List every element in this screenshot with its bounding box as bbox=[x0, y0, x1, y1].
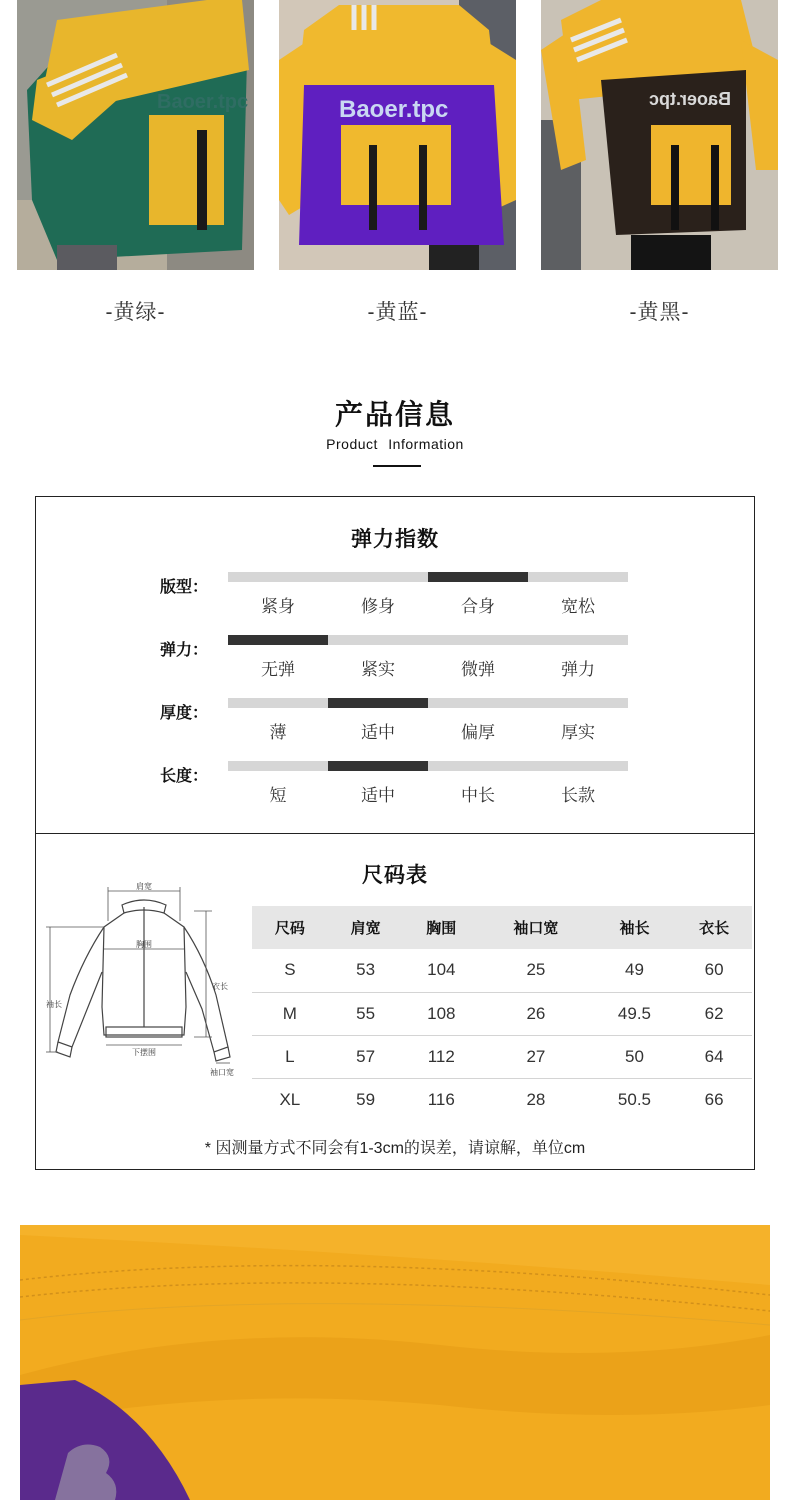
product-photo-yellow-green bbox=[17, 0, 254, 270]
color-caption-yellow-blue: -黄蓝- bbox=[367, 301, 428, 324]
level-segment bbox=[328, 698, 428, 708]
level-bar bbox=[228, 635, 628, 645]
level-option: 无弹 bbox=[261, 660, 295, 679]
table-cell: 112 bbox=[403, 1035, 479, 1078]
table-cell: 60 bbox=[676, 949, 752, 992]
table-cell: 28 bbox=[526, 1089, 546, 1109]
color-caption-yellow-green: -黄绿- bbox=[105, 301, 166, 324]
column-header-length: 衣长 bbox=[676, 906, 752, 949]
logo-print: Baoer.tpc bbox=[339, 96, 449, 123]
level-segment bbox=[328, 761, 428, 771]
level-bar bbox=[228, 761, 628, 771]
table-cell: 50 bbox=[593, 1035, 676, 1078]
table-cell: 50.5 bbox=[617, 1089, 651, 1109]
column-header-size: 尺码 bbox=[252, 906, 328, 949]
diagram-label-cuff: 袖口宽 bbox=[210, 1068, 234, 1077]
level-option: 短 bbox=[269, 786, 287, 805]
diagram-label-sleeve: 袖长 bbox=[46, 1000, 62, 1009]
table-cell: 62 bbox=[676, 992, 752, 1035]
fabric-detail-photo bbox=[20, 1225, 770, 1500]
table-row bbox=[252, 1078, 752, 1121]
elasticity-row bbox=[36, 761, 754, 811]
table-cell: 55 bbox=[328, 992, 404, 1035]
diagram-label-shoulder: 肩宽 bbox=[136, 882, 152, 891]
level-segment bbox=[328, 572, 428, 582]
table-cell: 57 bbox=[328, 1035, 404, 1078]
level-option: 厚实 bbox=[561, 723, 595, 742]
product-info-subtitle: Product Information bbox=[326, 436, 464, 452]
table-cell: 53 bbox=[328, 949, 404, 992]
table-cell: 49.5 bbox=[593, 992, 676, 1035]
level-option: 偏厚 bbox=[461, 723, 495, 742]
elasticity-row bbox=[36, 635, 754, 685]
level-segment bbox=[228, 572, 328, 582]
table-row bbox=[252, 949, 752, 992]
level-bar bbox=[228, 698, 628, 708]
size-table bbox=[252, 906, 752, 1121]
level-option: 紧实 bbox=[361, 660, 395, 679]
elasticity-title: 弹力指数 bbox=[351, 528, 439, 551]
table-cell: 104 bbox=[403, 949, 479, 992]
table-cell: 27 bbox=[479, 1035, 593, 1078]
level-option: 宽松 bbox=[561, 597, 595, 616]
size-chart-title: 尺码表 bbox=[362, 864, 428, 887]
product-photo-yellow-blue bbox=[279, 0, 516, 270]
color-caption-yellow-black: -黄黑- bbox=[629, 301, 690, 324]
row-label: 厚度： bbox=[160, 705, 209, 722]
level-option: 中长 bbox=[461, 786, 495, 805]
level-segment bbox=[428, 635, 528, 645]
level-segment bbox=[428, 698, 528, 708]
level-segment bbox=[528, 572, 628, 582]
table-cell: 49 bbox=[593, 949, 676, 992]
elasticity-row bbox=[36, 572, 754, 622]
level-segment bbox=[528, 698, 628, 708]
level-segment bbox=[228, 635, 328, 645]
table-row bbox=[252, 1035, 752, 1078]
level-segment bbox=[228, 761, 328, 771]
table-cell: 116 bbox=[427, 1089, 455, 1109]
level-option: 适中 bbox=[361, 786, 395, 805]
diagram-label-hem: 下摆围 bbox=[132, 1048, 156, 1057]
logo-print: Baoer.tpc bbox=[648, 89, 731, 109]
row-label: 版型： bbox=[160, 579, 209, 596]
level-option: 紧身 bbox=[261, 597, 295, 616]
level-segment bbox=[528, 761, 628, 771]
table-cell: 59 bbox=[356, 1089, 376, 1109]
table-cell: M bbox=[252, 992, 328, 1035]
level-segment bbox=[328, 635, 428, 645]
level-option: 修身 bbox=[361, 597, 395, 616]
column-header-shoulder: 肩宽 bbox=[328, 906, 404, 949]
product-photo-yellow-black bbox=[541, 0, 778, 270]
elasticity-row bbox=[36, 698, 754, 748]
table-cell: S bbox=[252, 949, 328, 992]
level-segment bbox=[528, 635, 628, 645]
measurement-note: * 因测量方式不同会有1-3cm的误差，请谅解，单位cm bbox=[204, 1140, 586, 1157]
row-label: 长度： bbox=[160, 768, 209, 785]
column-header-cuff: 袖口宽 bbox=[479, 906, 593, 949]
size-table-header-row bbox=[252, 906, 752, 949]
product-info-title: 产品信息 bbox=[334, 399, 455, 430]
column-header-sleeve: 袖长 bbox=[593, 906, 676, 949]
level-option: 合身 bbox=[461, 597, 495, 616]
level-option: 弹力 bbox=[561, 660, 595, 679]
table-cell: 25 bbox=[479, 949, 593, 992]
table-cell: 64 bbox=[676, 1035, 752, 1078]
section-divider bbox=[36, 833, 754, 834]
level-segment bbox=[228, 698, 328, 708]
level-option: 微弹 bbox=[461, 660, 495, 679]
diagram-label-length: 衣长 bbox=[212, 982, 228, 991]
level-segment bbox=[428, 572, 528, 582]
row-label: 弹力： bbox=[160, 642, 209, 659]
level-option: 适中 bbox=[361, 723, 395, 742]
table-cell: 26 bbox=[479, 992, 593, 1035]
level-option: 薄 bbox=[269, 723, 287, 742]
logo-print: Baoer.tpc bbox=[157, 91, 249, 113]
level-option: 长款 bbox=[561, 786, 595, 805]
title-underline bbox=[373, 465, 421, 467]
diagram-label-chest: 胸围 bbox=[136, 940, 152, 949]
level-bar bbox=[228, 572, 628, 582]
table-cell: 108 bbox=[403, 992, 479, 1035]
jacket-measurement-diagram bbox=[44, 877, 244, 1102]
product-info-panel bbox=[35, 496, 755, 1170]
table-cell: 66 bbox=[704, 1089, 724, 1109]
table-cell: L bbox=[252, 1035, 328, 1078]
column-header-chest: 胸围 bbox=[403, 906, 479, 949]
level-segment bbox=[428, 761, 528, 771]
table-cell: XL bbox=[279, 1089, 301, 1109]
table-row bbox=[252, 992, 752, 1035]
